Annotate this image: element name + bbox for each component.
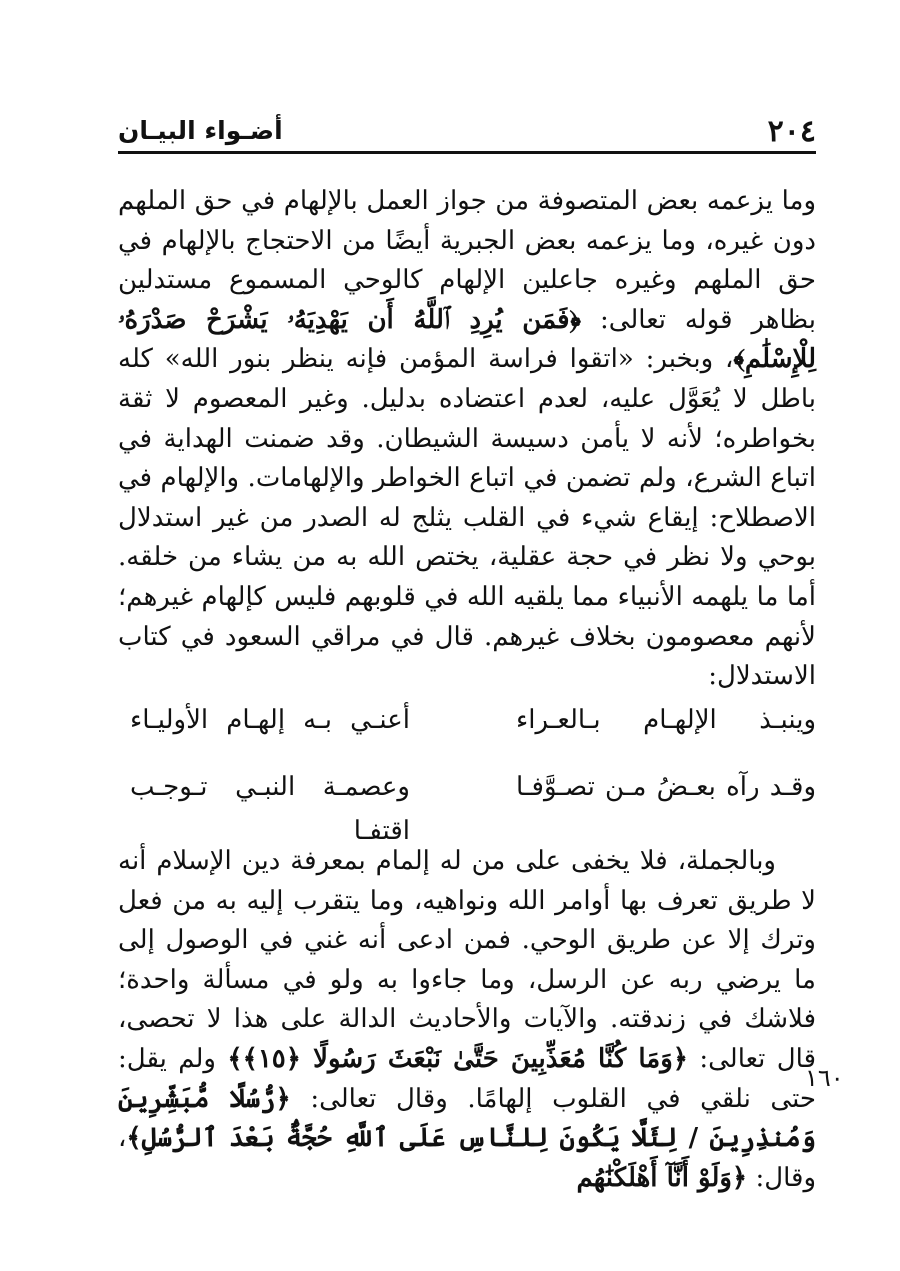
header-rule [118, 151, 816, 154]
book-title: أضـواء البيـان [118, 116, 283, 145]
paragraph-2-text-a: وبالجملة، فلا يخفى على من له إلمام بمعرفة دين الإسلام أنه لا طريق تعرف بها أوامر الله ونواهيه، وما يتقرب إليه به من فعل وترك إلا عن طريق الوحي. فمن ادعى أنه غني في الوصول إلى ما يرضي ربه عن الرسل، وما جاءوا به ولو في مسألة واحدة؛ فلاشك في زندقته. والآيات والأحاديث الدالة على هذا لا تحصى، قال تعالى: [118, 846, 816, 1074]
poem-verse-1 [118, 698, 816, 742]
paragraph-1-text-a: وما يزعمه بعض المتصوفة من جواز العمل بالإلهام في حق الملهم دون غيره، وما يزعمه بعض الجبرية أيضًا من الاحتجاج بالإلهام في حق الملهم وغيره جاعلين الإلهام كالوحي المسموع مستدلين بظاهر قوله تعالى: [118, 186, 816, 335]
poem-verse-1-second-hemistich: أعنـي بـه إلهـام الأوليـاء [130, 705, 410, 735]
poem-verse-2 [118, 765, 816, 846]
paragraph-2 [118, 842, 816, 1198]
paragraph-2-text-c: ، وقال: [118, 1123, 816, 1193]
quran-verse-3: ﴿رُّسُلًا مُّبَشِّرِينَ وَمُنذِرِينَ / لِئَلَّا يَكُونَ لِلنَّاسِ عَلَى ٱللَّهِ حُجَّةٌۢ بَعْدَ ٱلرُّسُلِ﴾ [118, 1083, 816, 1154]
page-number: ٢٠٤ [767, 114, 816, 149]
poem-verse-2-first-hemistich: وقـد رآه بعـضُ مـن تصـوَّفـا [516, 772, 816, 802]
poem-verse-2-second-hemistich: وعصمـة النبـي تـوجـب اقتفـا [130, 772, 410, 846]
quran-verse-1: ﴿فَمَن يُرِدِ ٱللَّهُ أَن يَهْدِيَهُۥ يَشْرَحْ صَدْرَهُۥ لِلْإِسْلَٰمِ﴾ [118, 304, 816, 375]
paragraph-1 [118, 182, 816, 697]
page-header [118, 108, 816, 152]
paragraph-2-text-b: ولم يقل: حتى نلقي في القلوب إلهامًا. وقال تعالى: [118, 1043, 816, 1114]
quran-verse-4: ﴿وَلَوْ أَنَّآ أَهْلَكْنَٰهُم [576, 1162, 748, 1193]
margin-page-number: ١٦٠ [805, 1064, 844, 1092]
poem-verse-1-first-hemistich: وينبـذ الإلهـام بـالعـراء [516, 705, 816, 735]
quran-verse-2: ﴿وَمَا كُنَّا مُعَذِّبِينَ حَتَّىٰ نَبْعَثَ رَسُولًا ﴿١٥﴾﴾ [227, 1043, 688, 1074]
paragraph-1-text-b: ، وبخبر: «اتقوا فراسة المؤمن فإنه ينظر بنور الله» كله باطل لا يُعَوَّل عليه، لعدم اعتضاده بدليل. وغير المعصوم لا ثقة بخواطره؛ لأنه لا يأمن دسيسة الشيطان. وقد ضمنت الهداية في اتباع الشرع، ولم تضمن في اتباع الخواطر والإلهامات. والإلهام في الاصطلاح: إيقاع شيء في القلب يثلج له الصدر من غير استدلال بوحي ولا نظر في حجة عقلية، يختص الله به من يشاء من خلقه. أما ما يلهمه الأنبياء مما يلقيه الله في قلوبهم فليس كإلهام غيرهم؛ لأنهم معصومون بخلاف غيرهم. قال في مراقي السعود في كتاب الاستدلال: [118, 344, 816, 692]
